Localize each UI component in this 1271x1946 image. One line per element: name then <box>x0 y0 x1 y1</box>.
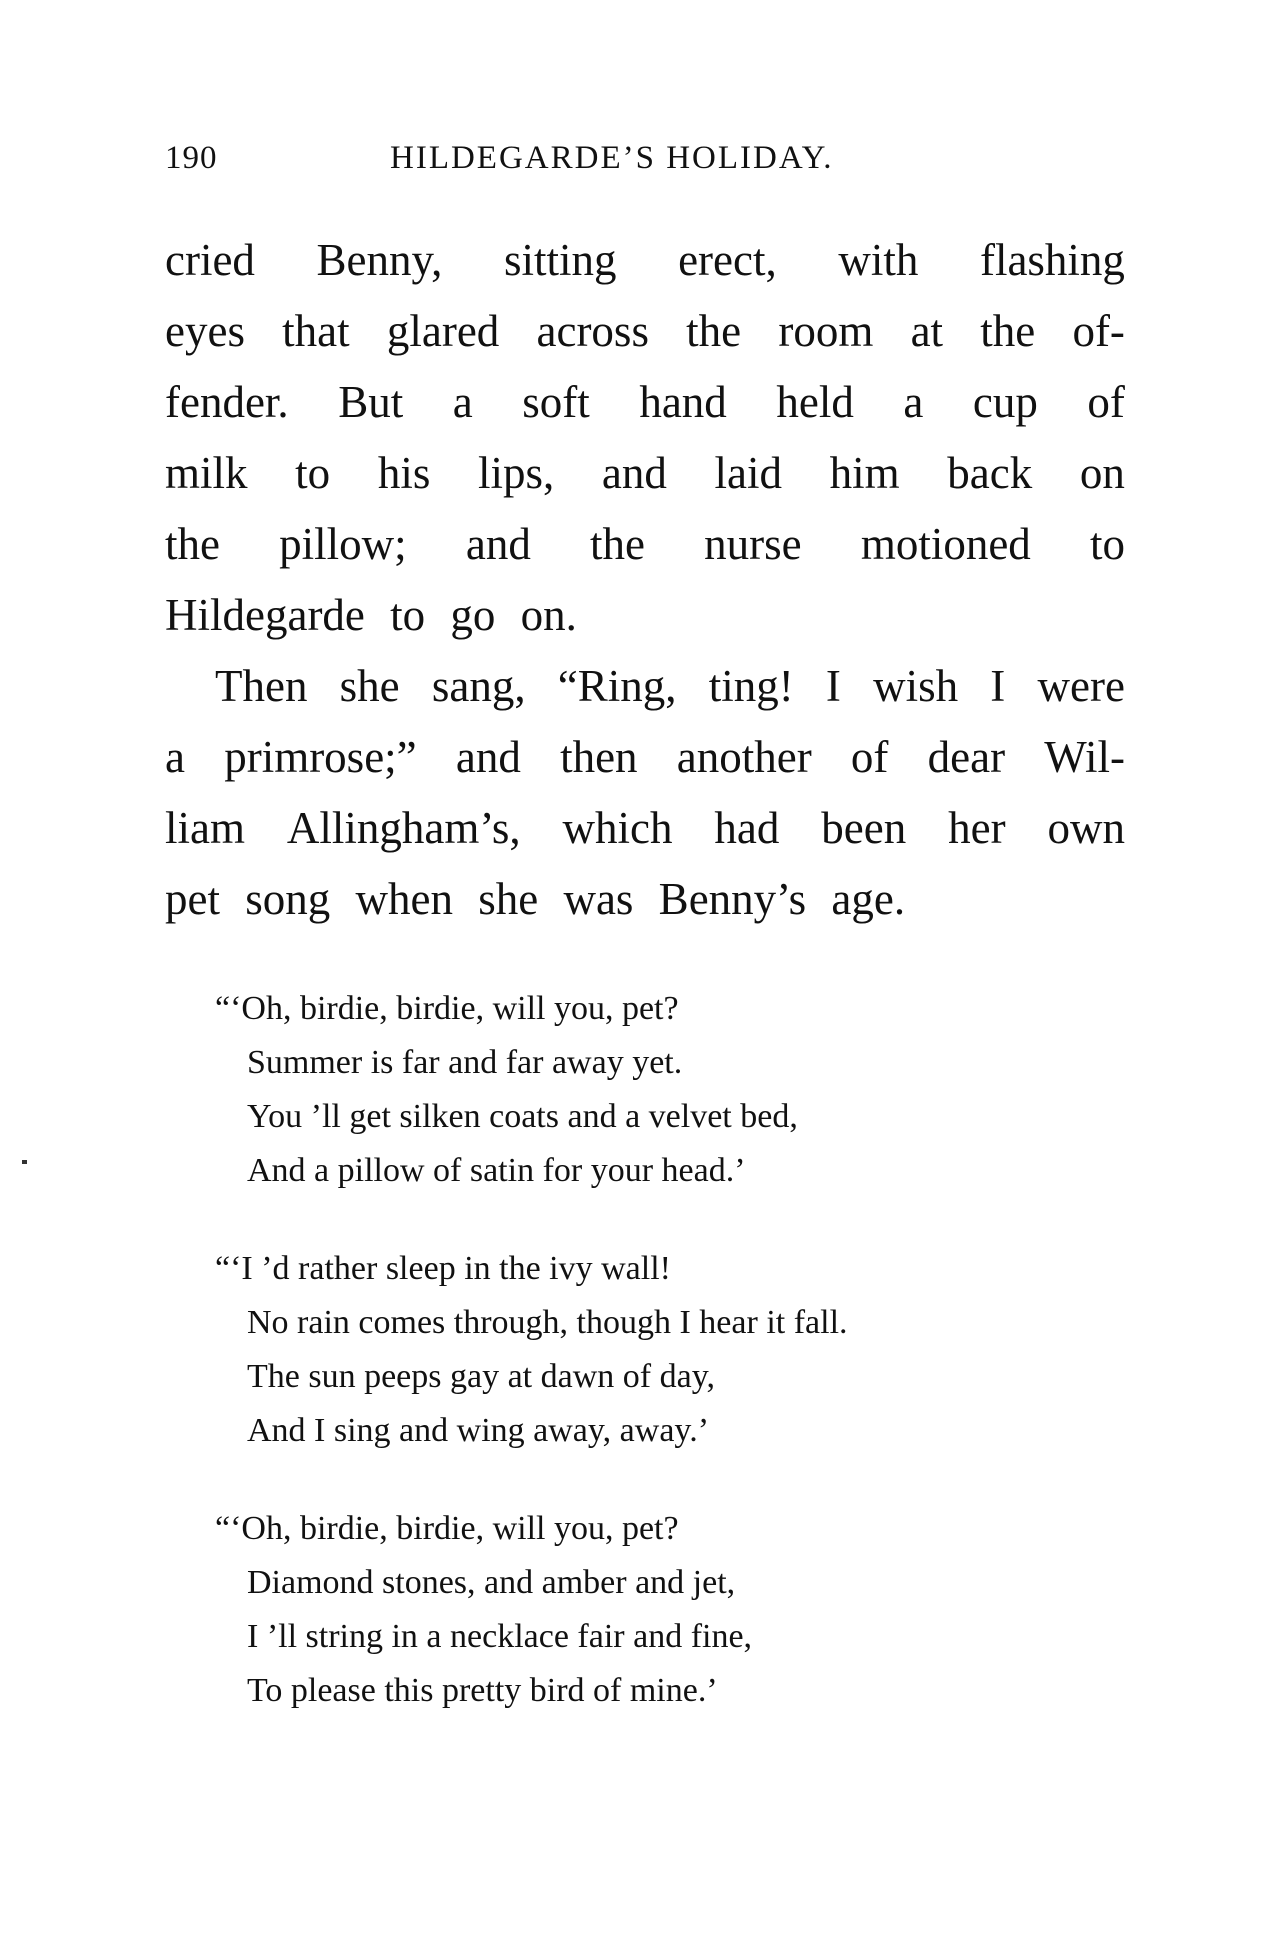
page-number: 190 <box>165 140 218 176</box>
prose-line: eyes that glared across the room at the of- <box>165 306 1125 356</box>
verse-line: And I sing and wing away, away.’ <box>247 1412 710 1449</box>
poem-stanza <box>215 982 1115 1198</box>
verse-line: You ’ll get silken coats and a velvet bed, <box>247 1098 798 1135</box>
prose-line: the pillow; and the nurse motioned to <box>165 519 1125 569</box>
prose-line: a primrose;” and then another of dear Wil- <box>165 732 1125 782</box>
verse-line: Diamond stones, and amber and jet, <box>247 1564 736 1601</box>
prose-line: pet song when she was Benny’s age. <box>165 874 906 924</box>
book-title: HILDEGARDE’S HOLIDAY. <box>390 140 834 176</box>
verse-line: The sun peeps gay at dawn of day, <box>247 1358 715 1395</box>
verse-line: “‘Oh, birdie, birdie, will you, pet? <box>215 990 679 1027</box>
verse-line: “‘I ’d rather sleep in the ivy wall! <box>215 1250 671 1287</box>
verse-line: Summer is far and far away yet. <box>247 1044 683 1081</box>
prose-line: milk to his lips, and laid him back on <box>165 448 1125 498</box>
poem-stanza <box>215 1242 1115 1458</box>
prose-line: Then she sang, “Ring, ting! I wish I were <box>215 661 1125 711</box>
prose-line: cried Benny, sitting erect, with flashing <box>165 235 1125 285</box>
verse-line: I ’ll string in a necklace fair and fine, <box>247 1618 753 1655</box>
ink-speck <box>22 1160 27 1164</box>
poem-stanza <box>215 1502 1115 1718</box>
verse-line: And a pillow of satin for your head.’ <box>247 1152 746 1189</box>
prose-line: fender. But a soft hand held a cup of <box>165 377 1125 427</box>
prose-line: liam Allingham’s, which had been her own <box>165 803 1125 853</box>
verse-line: No rain comes through, though I hear it fall. <box>247 1304 848 1341</box>
verse-line: To please this pretty bird of mine.’ <box>247 1672 718 1709</box>
prose-line: Hildegarde to go on. <box>165 590 577 640</box>
running-head <box>165 140 1125 180</box>
verse-line: “‘Oh, birdie, birdie, will you, pet? <box>215 1510 679 1547</box>
prose-text <box>165 225 1125 935</box>
